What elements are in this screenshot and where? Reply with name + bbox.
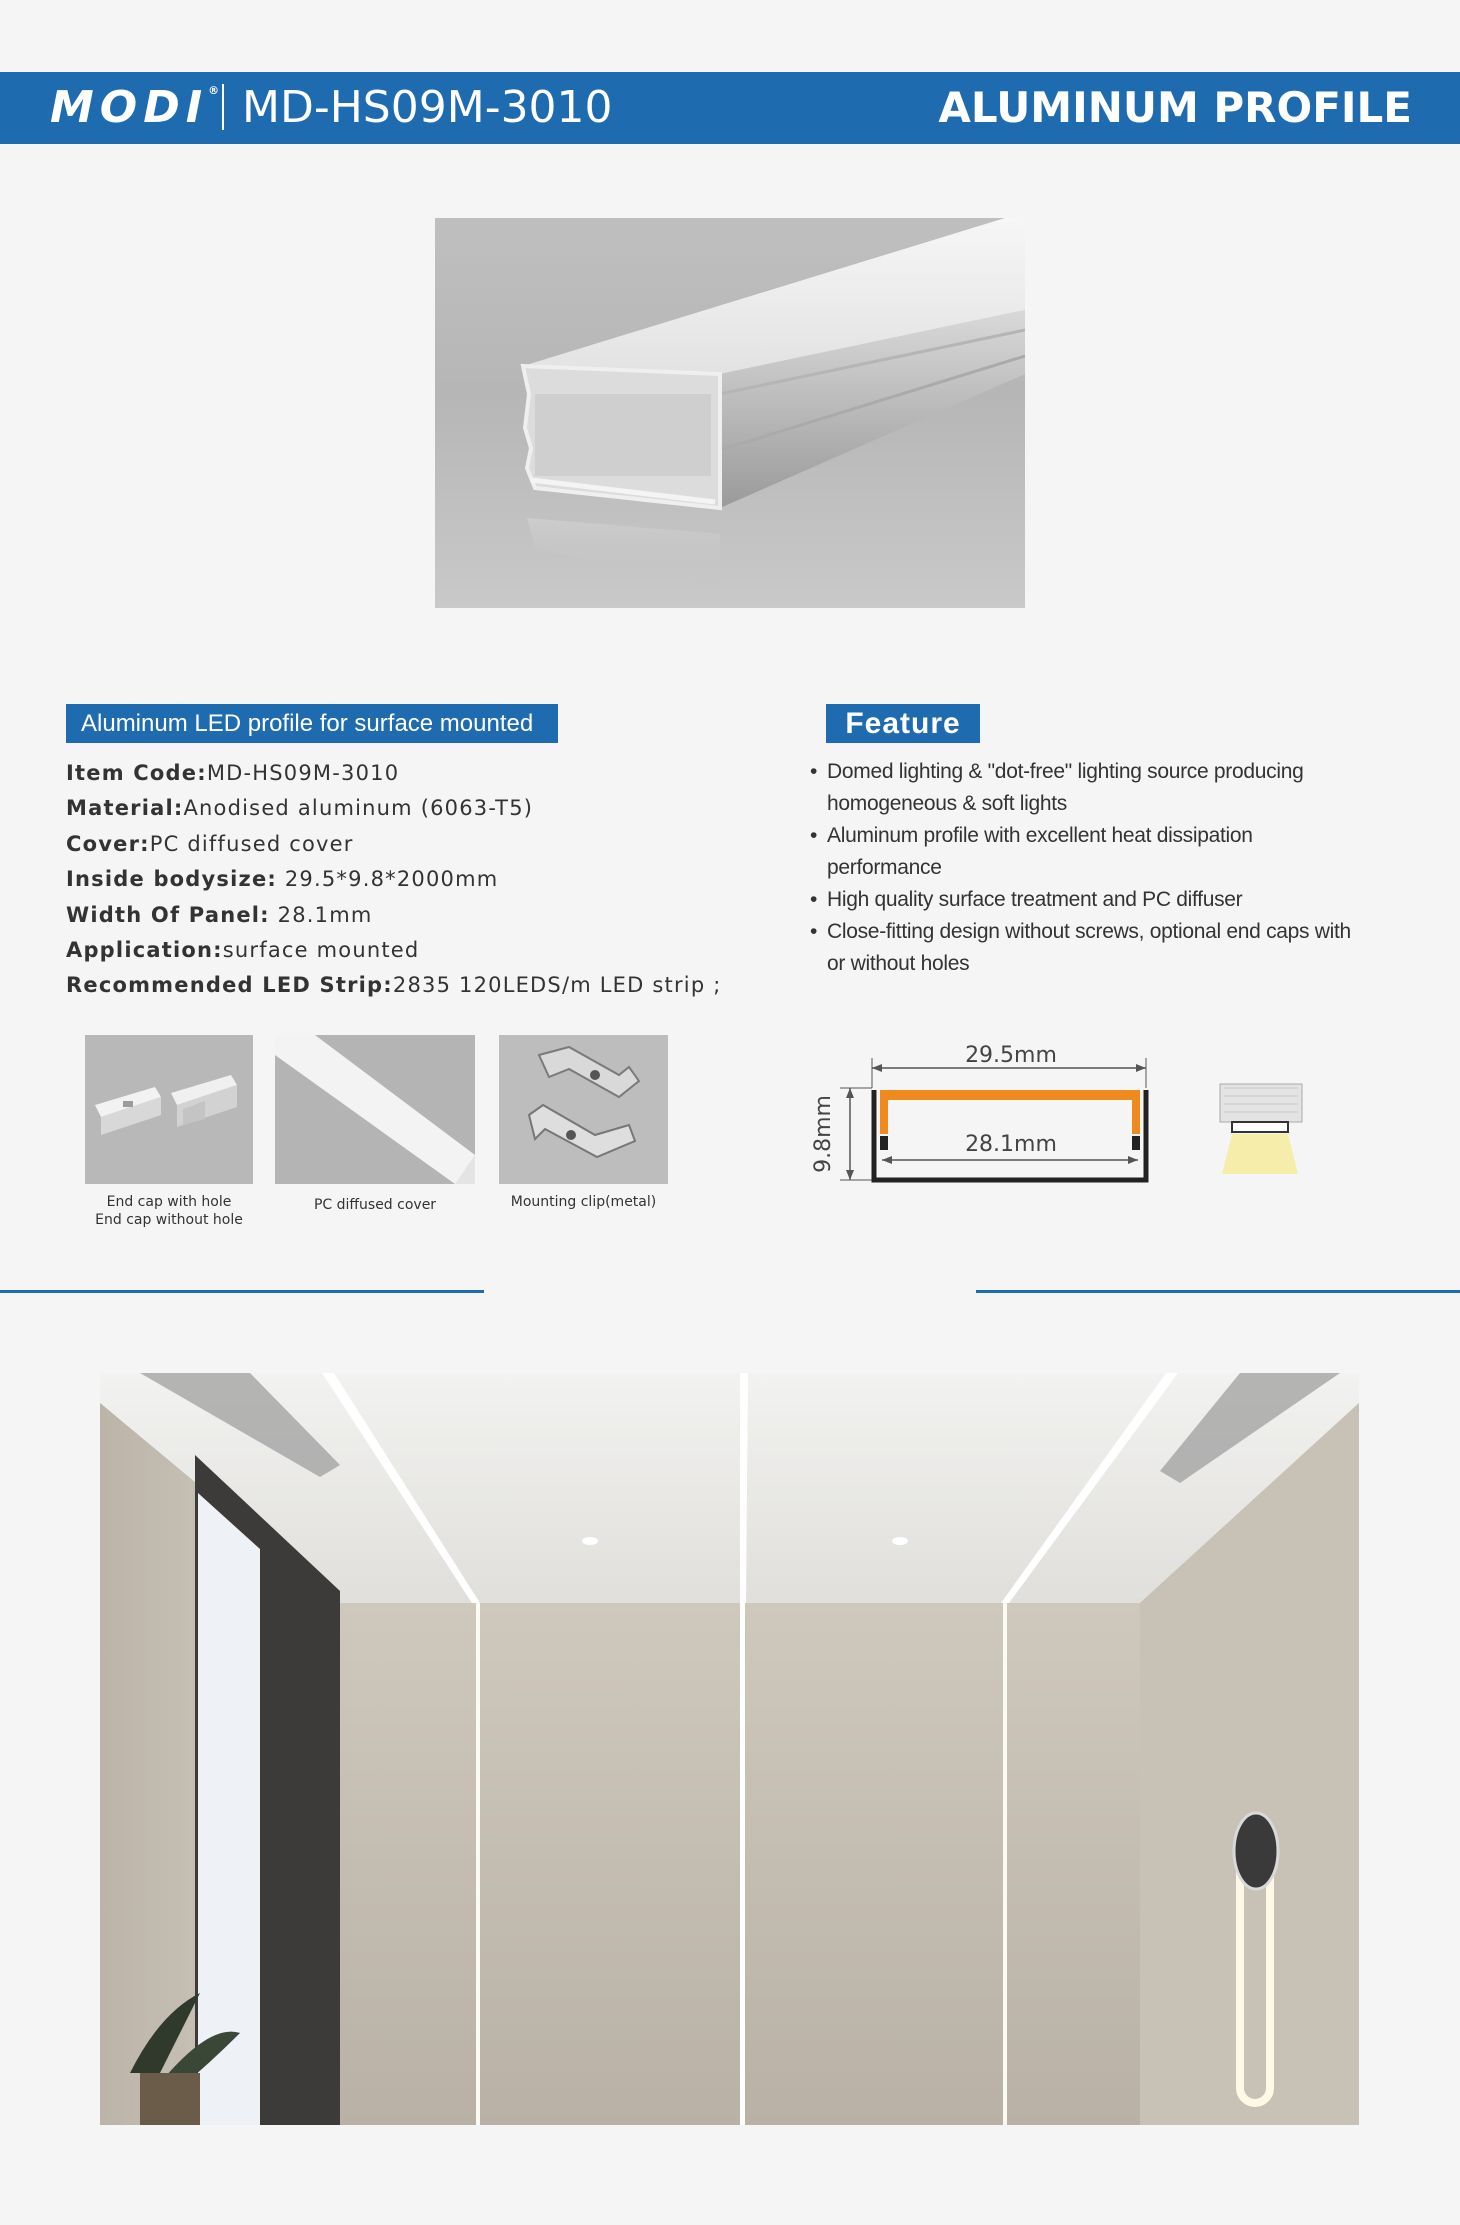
end-cap-image <box>85 1035 253 1184</box>
spec-application: Application:surface mounted <box>66 938 420 963</box>
height-label: 9.8mm <box>811 1095 836 1173</box>
application-interior-photo <box>100 1373 1359 2125</box>
product-hero-image <box>435 218 1025 608</box>
end-cap-label: End cap with hole End cap without hole <box>95 1194 243 1228</box>
feature-item: • High quality surface treatment and PC diffuser <box>810 888 1243 911</box>
spec-item-code: Item Code:MD-HS09M-3010 <box>66 761 400 785</box>
header-separator <box>222 84 224 130</box>
brand-logo: MODI® <box>50 82 220 133</box>
spec-material: Material:Anodised aluminum (6063-T5) <box>66 796 534 821</box>
feature-tag: Feature <box>826 704 980 743</box>
model-code: MD-HS09M-3010 <box>242 82 613 133</box>
mounting-clip-image <box>499 1035 668 1184</box>
interior-scene-illustration <box>100 1373 1359 2125</box>
spec-list <box>66 756 746 1004</box>
surface-mount-illustration <box>1220 1084 1302 1174</box>
product-type-title: ALUMINUM PROFILE <box>938 83 1412 132</box>
feature-item: • Close-fitting design without screws, optional end caps with or without holes <box>810 920 1351 975</box>
outer-width-label: 29.5mm <box>965 1043 1057 1068</box>
feature-item: • Domed lighting & "dot-free" lighting source producing homogeneous & soft lights <box>810 760 1304 815</box>
diffused-cover-image <box>275 1035 475 1184</box>
product-description-tag: Aluminum LED profile for surface mounted <box>66 704 558 743</box>
spec-inside-bodysize: Inside bodysize: 29.5*9.8*2000mm <box>66 867 499 892</box>
spec-led-strip: Recommended LED Strip:2835 120LEDS/m LED strip ; <box>66 973 722 998</box>
feature-list <box>810 756 1370 980</box>
profile-cross-section-diagram <box>800 1030 1320 1190</box>
diffused-cover-label: PC diffused cover <box>313 1197 437 1213</box>
mounting-clip-label: Mounting clip(metal) <box>510 1194 657 1210</box>
inner-width-label: 28.1mm <box>965 1132 1057 1157</box>
divider-left <box>0 1290 484 1293</box>
aluminum-profile-illustration <box>435 218 1025 608</box>
divider-right <box>976 1290 1460 1293</box>
spec-panel-width: Width Of Panel: 28.1mm <box>66 902 373 927</box>
header-bar <box>0 72 1460 144</box>
feature-item: • Aluminum profile with excellent heat dissipation performance <box>810 824 1253 879</box>
spec-cover: Cover:PC diffused cover <box>66 831 354 856</box>
